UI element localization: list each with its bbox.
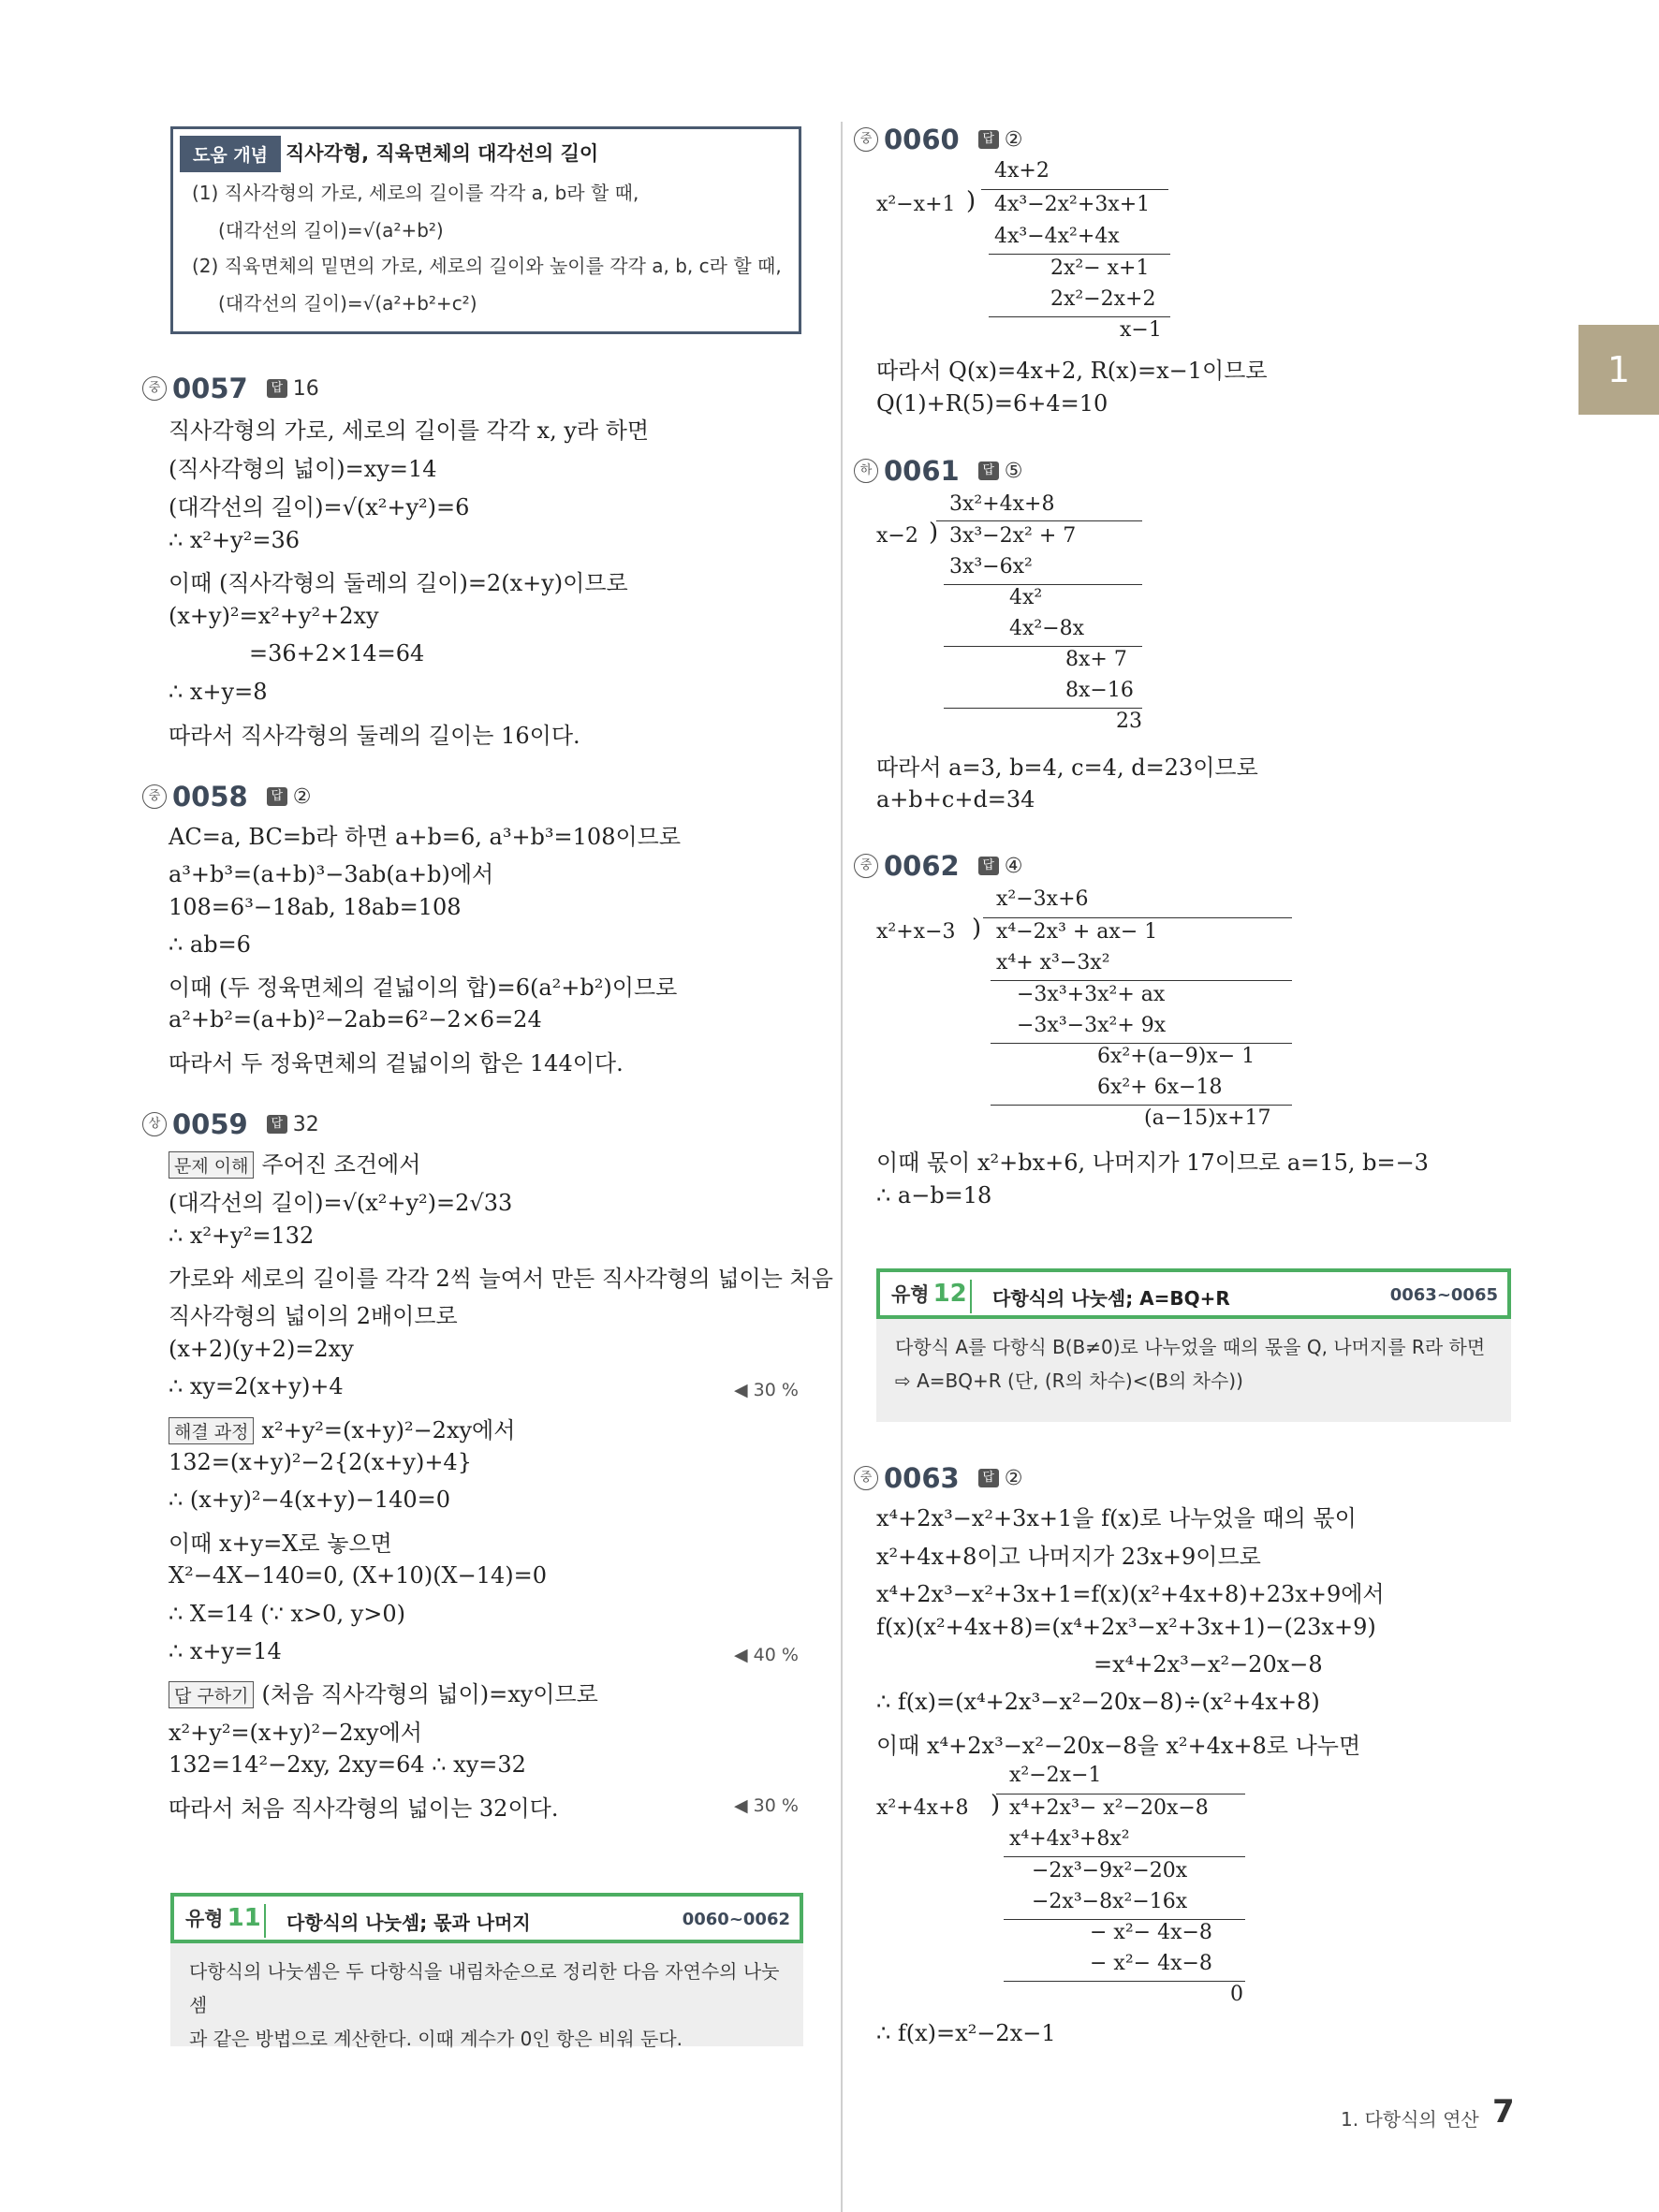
division-step: − x²− 4x−8 bbox=[1090, 1921, 1212, 1944]
type-label bbox=[178, 1900, 269, 1936]
solution-line: Q(1)+R(5)=6+4=10 bbox=[876, 390, 1108, 417]
solution-line: a²+b²=(a+b)²−2ab=6²−2×6=24 bbox=[169, 1006, 542, 1033]
solution-line: 따라서 직사각형의 둘레의 길이는 16이다. bbox=[169, 723, 580, 749]
type-number: 11 bbox=[227, 1904, 261, 1932]
solution-line: AC=a, BC=b라 하면 a+b=6, a³+b³=108이므로 bbox=[169, 824, 682, 850]
division-step: x⁴+ x³−3x² bbox=[996, 951, 1110, 974]
division-step: −3x³+3x²+ ax bbox=[1017, 983, 1166, 1006]
answer-value: ② bbox=[292, 784, 312, 809]
division-bar bbox=[991, 1105, 1292, 1106]
score-percent: ◀ 40 % bbox=[734, 1645, 799, 1665]
division-bar bbox=[944, 646, 1142, 647]
solution-line: ∴ f(x)=x²−2x−1 bbox=[876, 2020, 1056, 2046]
type-12-header bbox=[876, 1268, 1511, 1319]
division-step: 4x² bbox=[1009, 586, 1043, 609]
divisor: x−2 bbox=[876, 524, 918, 548]
division-bar bbox=[983, 917, 1292, 918]
quotient: 4x+2 bbox=[994, 159, 1050, 183]
type-label bbox=[884, 1276, 975, 1311]
division-step: 4x²−8x bbox=[1009, 617, 1085, 640]
division-step: 3x³−6x² bbox=[949, 555, 1033, 579]
division-step: 8x−16 bbox=[1065, 679, 1134, 702]
type-11-description bbox=[170, 1943, 803, 2050]
level-badge: 중 bbox=[854, 127, 878, 152]
problem-number: 0060 bbox=[884, 124, 960, 155]
solution-line: 이때 몫이 x²+bx+6, 나머지가 17이므로 a=15, b=−3 bbox=[876, 1150, 1429, 1176]
dividend: x⁴+2x³− x²−20x−8 bbox=[1009, 1796, 1209, 1820]
division-bar bbox=[1004, 1981, 1245, 1982]
dividend: 4x³−2x²+3x+1 bbox=[994, 193, 1151, 216]
long-division-0061 bbox=[876, 492, 1157, 745]
solution-line: x⁴+2x³−x²+3x+1을 f(x)로 나누었을 때의 몫이 bbox=[876, 1505, 1357, 1531]
answer-value: 32 bbox=[292, 1112, 319, 1136]
division-step: 8x+ 7 bbox=[1065, 648, 1127, 671]
solution-line: a+b+c+d=34 bbox=[876, 786, 1035, 813]
level-badge: 중 bbox=[854, 1466, 878, 1490]
remainder: x−1 bbox=[1120, 318, 1162, 342]
help-line: (대각선의 길이)=√(a²+b²) bbox=[218, 219, 444, 242]
problem-number: 0063 bbox=[884, 1462, 960, 1494]
division-bracket: ) bbox=[991, 1791, 1001, 1819]
solution-line: (대각선의 길이)=√(x²+y²)=6 bbox=[169, 494, 470, 520]
solution-line: =x⁴+2x³−x²−20x−8 bbox=[1094, 1651, 1323, 1677]
type-11-header bbox=[170, 1893, 803, 1943]
solution-line: 따라서 처음 직사각형의 넓이는 32이다. bbox=[169, 1795, 559, 1822]
level-badge: 중 bbox=[142, 784, 167, 809]
problem-header-0059 bbox=[142, 1108, 319, 1140]
type-desc-line: 다항식의 나눗셈은 두 다항식을 내림차순으로 정리한 다음 자연수의 나눗셈 bbox=[189, 1960, 780, 2016]
level-badge: 상 bbox=[142, 1112, 167, 1136]
type-12-description bbox=[876, 1319, 1511, 1422]
solution-line: ∴ (x+y)²−4(x+y)−140=0 bbox=[169, 1487, 451, 1513]
solution-line: 132=14²−2xy, 2xy=64 ∴ xy=32 bbox=[169, 1751, 526, 1778]
long-division-0060 bbox=[876, 159, 1213, 346]
step-tag: 답 구하기 bbox=[169, 1681, 254, 1708]
solution-line: f(x)(x²+4x+8)=(x⁴+2x³−x²+3x+1)−(23x+9) bbox=[876, 1614, 1376, 1640]
solution-line: 이때 x+y=X로 놓으면 bbox=[169, 1531, 392, 1557]
answer-icon: 답 bbox=[267, 787, 287, 806]
solution-line: (직사각형의 넓이)=xy=14 bbox=[169, 456, 437, 482]
division-bar bbox=[996, 1794, 1245, 1795]
answer-value: ⑤ bbox=[1004, 459, 1023, 483]
solution-line: ∴ x+y=14 bbox=[169, 1638, 282, 1664]
solution-line: 가로와 세로의 길이를 각각 2씩 늘여서 만든 직사각형의 넓이는 처음 bbox=[169, 1266, 833, 1292]
division-step: 6x²+ 6x−18 bbox=[1097, 1076, 1223, 1099]
quotient: x²−3x+6 bbox=[996, 887, 1089, 911]
problem-number: 0062 bbox=[884, 850, 960, 882]
division-bar bbox=[991, 980, 1292, 981]
level-badge: 하 bbox=[854, 459, 878, 483]
solution-line: 따라서 Q(x)=4x+2, R(x)=x−1이므로 bbox=[876, 358, 1268, 384]
division-bar bbox=[991, 1043, 1292, 1044]
answer-icon: 답 bbox=[978, 130, 999, 149]
type-number: 12 bbox=[932, 1280, 967, 1308]
solution-line: ∴ a−b=18 bbox=[876, 1182, 992, 1209]
solution-line: (x+y)²=x²+y²+2xy bbox=[169, 603, 379, 629]
solution-line bbox=[169, 1146, 420, 1179]
solution-line: 이때 (두 정육면체의 겉넓이의 합)=6(a²+b²)이므로 bbox=[169, 974, 678, 1001]
footer-chapter: 1. 다항식의 연산 bbox=[1341, 2108, 1479, 2131]
remainder: (a−15)x+17 bbox=[1144, 1106, 1271, 1130]
solution-line: x²+y²=(x+y)²−2xy에서 bbox=[169, 1720, 422, 1746]
division-step: −3x³−3x²+ 9x bbox=[1017, 1014, 1167, 1037]
solution-text: 주어진 조건에서 bbox=[261, 1151, 421, 1178]
solution-line: x⁴+2x³−x²+3x+1=f(x)(x²+4x+8)+23x+9에서 bbox=[876, 1581, 1385, 1607]
solution-line: 이때 (직사각형의 둘레의 길이)=2(x+y)이므로 bbox=[169, 570, 628, 596]
solution-line bbox=[169, 1412, 515, 1444]
help-title: 직사각형, 직육면체의 대각선의 길이 bbox=[286, 142, 599, 165]
problem-header-0057 bbox=[142, 373, 319, 404]
division-step: −2x³−9x²−20x bbox=[1032, 1859, 1188, 1882]
solution-line: ∴ ab=6 bbox=[169, 931, 251, 958]
solution-line: X²−4X−140=0, (X+10)(X−14)=0 bbox=[169, 1562, 548, 1589]
solution-line: (x+2)(y+2)=2xy bbox=[169, 1336, 354, 1362]
problem-number: 0057 bbox=[172, 373, 248, 404]
help-concept-box bbox=[170, 126, 801, 334]
type-separator bbox=[970, 1280, 972, 1313]
divisor: x²+x−3 bbox=[876, 920, 956, 944]
division-bar bbox=[1004, 1919, 1245, 1920]
solution-line: x²+4x+8이고 나머지가 23x+9이므로 bbox=[876, 1544, 1261, 1570]
solution-line: a³+b³=(a+b)³−3ab(a+b)에서 bbox=[169, 861, 494, 887]
solution-text: (처음 직사각형의 넓이)=xy이므로 bbox=[261, 1681, 598, 1707]
division-step: −2x³−8x²−16x bbox=[1032, 1890, 1188, 1913]
solution-line: ∴ xy=2(x+y)+4 bbox=[169, 1373, 344, 1399]
dividend: x⁴−2x³ + ax− 1 bbox=[996, 920, 1158, 944]
division-bar bbox=[989, 254, 1170, 255]
division-bar bbox=[936, 520, 1142, 521]
problem-number: 0058 bbox=[172, 781, 248, 813]
solution-line: 108=6³−18ab, 18ab=108 bbox=[169, 894, 462, 920]
answer-icon: 답 bbox=[267, 1115, 287, 1134]
type-title: 다항식의 나눗셈; A=BQ+R bbox=[992, 1287, 1230, 1310]
solution-line: (대각선의 길이)=√(x²+y²)=2√33 bbox=[169, 1190, 513, 1216]
solution-text: x²+y²=(x+y)²−2xy에서 bbox=[261, 1417, 516, 1443]
division-step: 4x³−4x²+4x bbox=[994, 225, 1120, 248]
solution-line: ∴ x²+y²=132 bbox=[169, 1223, 315, 1249]
division-step: 2x²−2x+2 bbox=[1050, 287, 1156, 311]
division-step: x⁴+4x³+8x² bbox=[1009, 1827, 1130, 1851]
quotient: 3x²+4x+8 bbox=[949, 492, 1055, 516]
answer-value: 16 bbox=[292, 376, 319, 401]
solution-line: 직사각형의 넓이의 2배이므로 bbox=[169, 1303, 458, 1329]
answer-value: ② bbox=[1004, 127, 1023, 152]
page-number: 7 bbox=[1492, 2093, 1515, 2131]
chapter-tab: 1 bbox=[1578, 325, 1659, 415]
division-step: 6x²+(a−9)x− 1 bbox=[1097, 1045, 1255, 1068]
remainder: 23 bbox=[1116, 710, 1142, 733]
type-desc-line: 다항식 A를 다항식 B(B≠0)로 나누었을 때의 몫을 Q, 나머지를 R라 하면 bbox=[895, 1336, 1486, 1358]
solution-line: 직사각형의 가로, 세로의 길이를 각각 x, y라 하면 bbox=[169, 417, 650, 444]
divisor: x²−x+1 bbox=[876, 193, 956, 216]
quotient: x²−2x−1 bbox=[1009, 1764, 1102, 1787]
solution-line: 이때 x⁴+2x³−x²−20x−8을 x²+4x+8로 나누면 bbox=[876, 1733, 1361, 1759]
help-tag: 도움 개념 bbox=[180, 136, 281, 172]
type-range: 0060~0062 bbox=[682, 1910, 790, 1929]
type-label-text: 유형 bbox=[891, 1283, 930, 1306]
score-percent: ◀ 30 % bbox=[734, 1795, 799, 1816]
long-division-0062 bbox=[876, 887, 1307, 1140]
division-bar bbox=[989, 316, 1170, 317]
answer-icon: 답 bbox=[978, 1469, 999, 1487]
dividend: 3x³−2x² + 7 bbox=[949, 524, 1077, 548]
answer-icon: 답 bbox=[978, 857, 999, 875]
type-desc-line: ⇨ A=BQ+R (단, (R의 차수)<(B의 차수)) bbox=[895, 1370, 1243, 1392]
level-badge: 중 bbox=[142, 376, 167, 401]
help-line: (대각선의 길이)=√(a²+b²+c²) bbox=[218, 292, 477, 315]
score-percent: ◀ 30 % bbox=[734, 1380, 799, 1400]
problem-header-0061 bbox=[854, 455, 1022, 487]
answer-value: ④ bbox=[1004, 854, 1023, 878]
division-bracket: ) bbox=[966, 187, 976, 215]
type-desc-line: 과 같은 방법으로 계산한다. 이때 계수가 0인 항은 비워 둔다. bbox=[189, 2028, 683, 2050]
division-bar bbox=[944, 584, 1142, 585]
problem-header-0062 bbox=[854, 850, 1022, 882]
division-bar bbox=[944, 708, 1142, 709]
type-range: 0063~0065 bbox=[1389, 1285, 1498, 1305]
problem-header-0060 bbox=[854, 124, 1022, 155]
type-separator bbox=[264, 1904, 266, 1938]
answer-value: ② bbox=[1004, 1466, 1023, 1490]
solution-line: ∴ f(x)=(x⁴+2x³−x²−20x−8)÷(x²+4x+8) bbox=[876, 1689, 1320, 1715]
solution-line bbox=[169, 1676, 598, 1708]
division-bar bbox=[981, 189, 1168, 190]
column-divider bbox=[841, 122, 843, 2212]
solution-line: ∴ X=14 (∵ x>0, y>0) bbox=[169, 1601, 405, 1627]
solution-line: =36+2×14=64 bbox=[249, 640, 425, 667]
long-division-0063 bbox=[876, 1764, 1270, 2016]
problem-header-0058 bbox=[142, 781, 311, 813]
level-badge: 중 bbox=[854, 854, 878, 878]
division-step: − x²− 4x−8 bbox=[1090, 1952, 1212, 1975]
solution-line: 따라서 두 정육면체의 겉넓이의 합은 144이다. bbox=[169, 1050, 624, 1077]
step-tag: 해결 과정 bbox=[169, 1417, 254, 1444]
division-bracket: ) bbox=[972, 915, 982, 943]
solution-line: 132=(x+y)²−2{2(x+y)+4} bbox=[169, 1449, 472, 1475]
help-line: (1) 직사각형의 가로, 세로의 길이를 각각 a, b라 할 때, bbox=[192, 182, 639, 204]
division-bracket: ) bbox=[929, 519, 939, 547]
problem-header-0063 bbox=[854, 1462, 1022, 1494]
remainder: 0 bbox=[1230, 1983, 1243, 2006]
type-title: 다항식의 나눗셈; 몫과 나머지 bbox=[286, 1912, 531, 1934]
answer-icon: 답 bbox=[978, 461, 999, 480]
solution-line: ∴ x+y=8 bbox=[169, 679, 268, 705]
step-tag: 문제 이해 bbox=[169, 1151, 254, 1179]
divisor: x²+4x+8 bbox=[876, 1796, 969, 1820]
problem-number: 0061 bbox=[884, 455, 960, 487]
answer-icon: 답 bbox=[267, 379, 287, 398]
problem-number: 0059 bbox=[172, 1108, 248, 1140]
solution-line: 따라서 a=3, b=4, c=4, d=23이므로 bbox=[876, 754, 1258, 781]
solution-line: ∴ x²+y²=36 bbox=[169, 527, 300, 553]
type-label-text: 유형 bbox=[185, 1908, 224, 1930]
division-bar bbox=[1004, 1856, 1245, 1857]
division-step: 2x²− x+1 bbox=[1050, 256, 1150, 280]
help-line: (2) 직육면체의 밑면의 가로, 세로의 길이와 높이를 각각 a, b, c라 할 때, bbox=[192, 255, 782, 277]
